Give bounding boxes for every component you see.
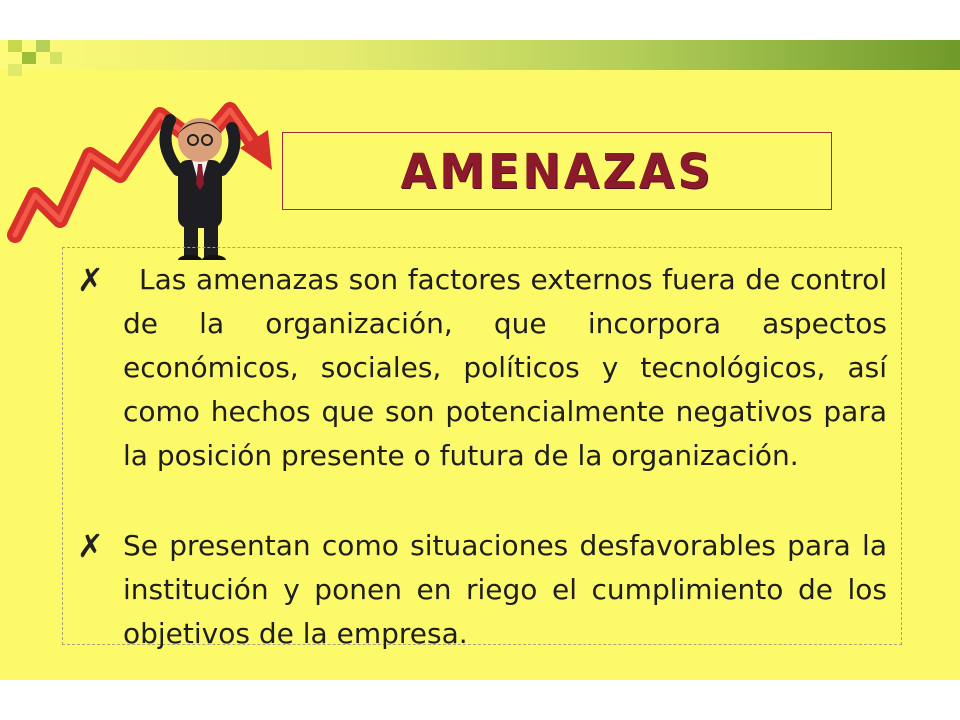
- content-box: [62, 247, 902, 650]
- list-item-text: Las amenazas son factores externos fuera de control de la organización, que incorpora aspectos económicos, sociales, políticos y tecnológicos, así como hechos que son potencialmente negativos para la posición presente o futura de la organización.: [123, 263, 887, 472]
- businessman-with-falling-arrow-icon: [0, 60, 290, 260]
- list-item: [77, 258, 887, 478]
- slide: [0, 40, 960, 680]
- list-item: [77, 524, 887, 656]
- list-item-text: Se presentan como situaciones desfavorables para la institución y ponen en riego el cumplimiento de los objetivos de la empresa.: [123, 529, 887, 650]
- title-box: [282, 132, 832, 210]
- x-mark-icon: ✗: [77, 261, 104, 299]
- x-mark-icon: ✗: [77, 527, 104, 565]
- page-title: AMENAZAS: [400, 142, 714, 200]
